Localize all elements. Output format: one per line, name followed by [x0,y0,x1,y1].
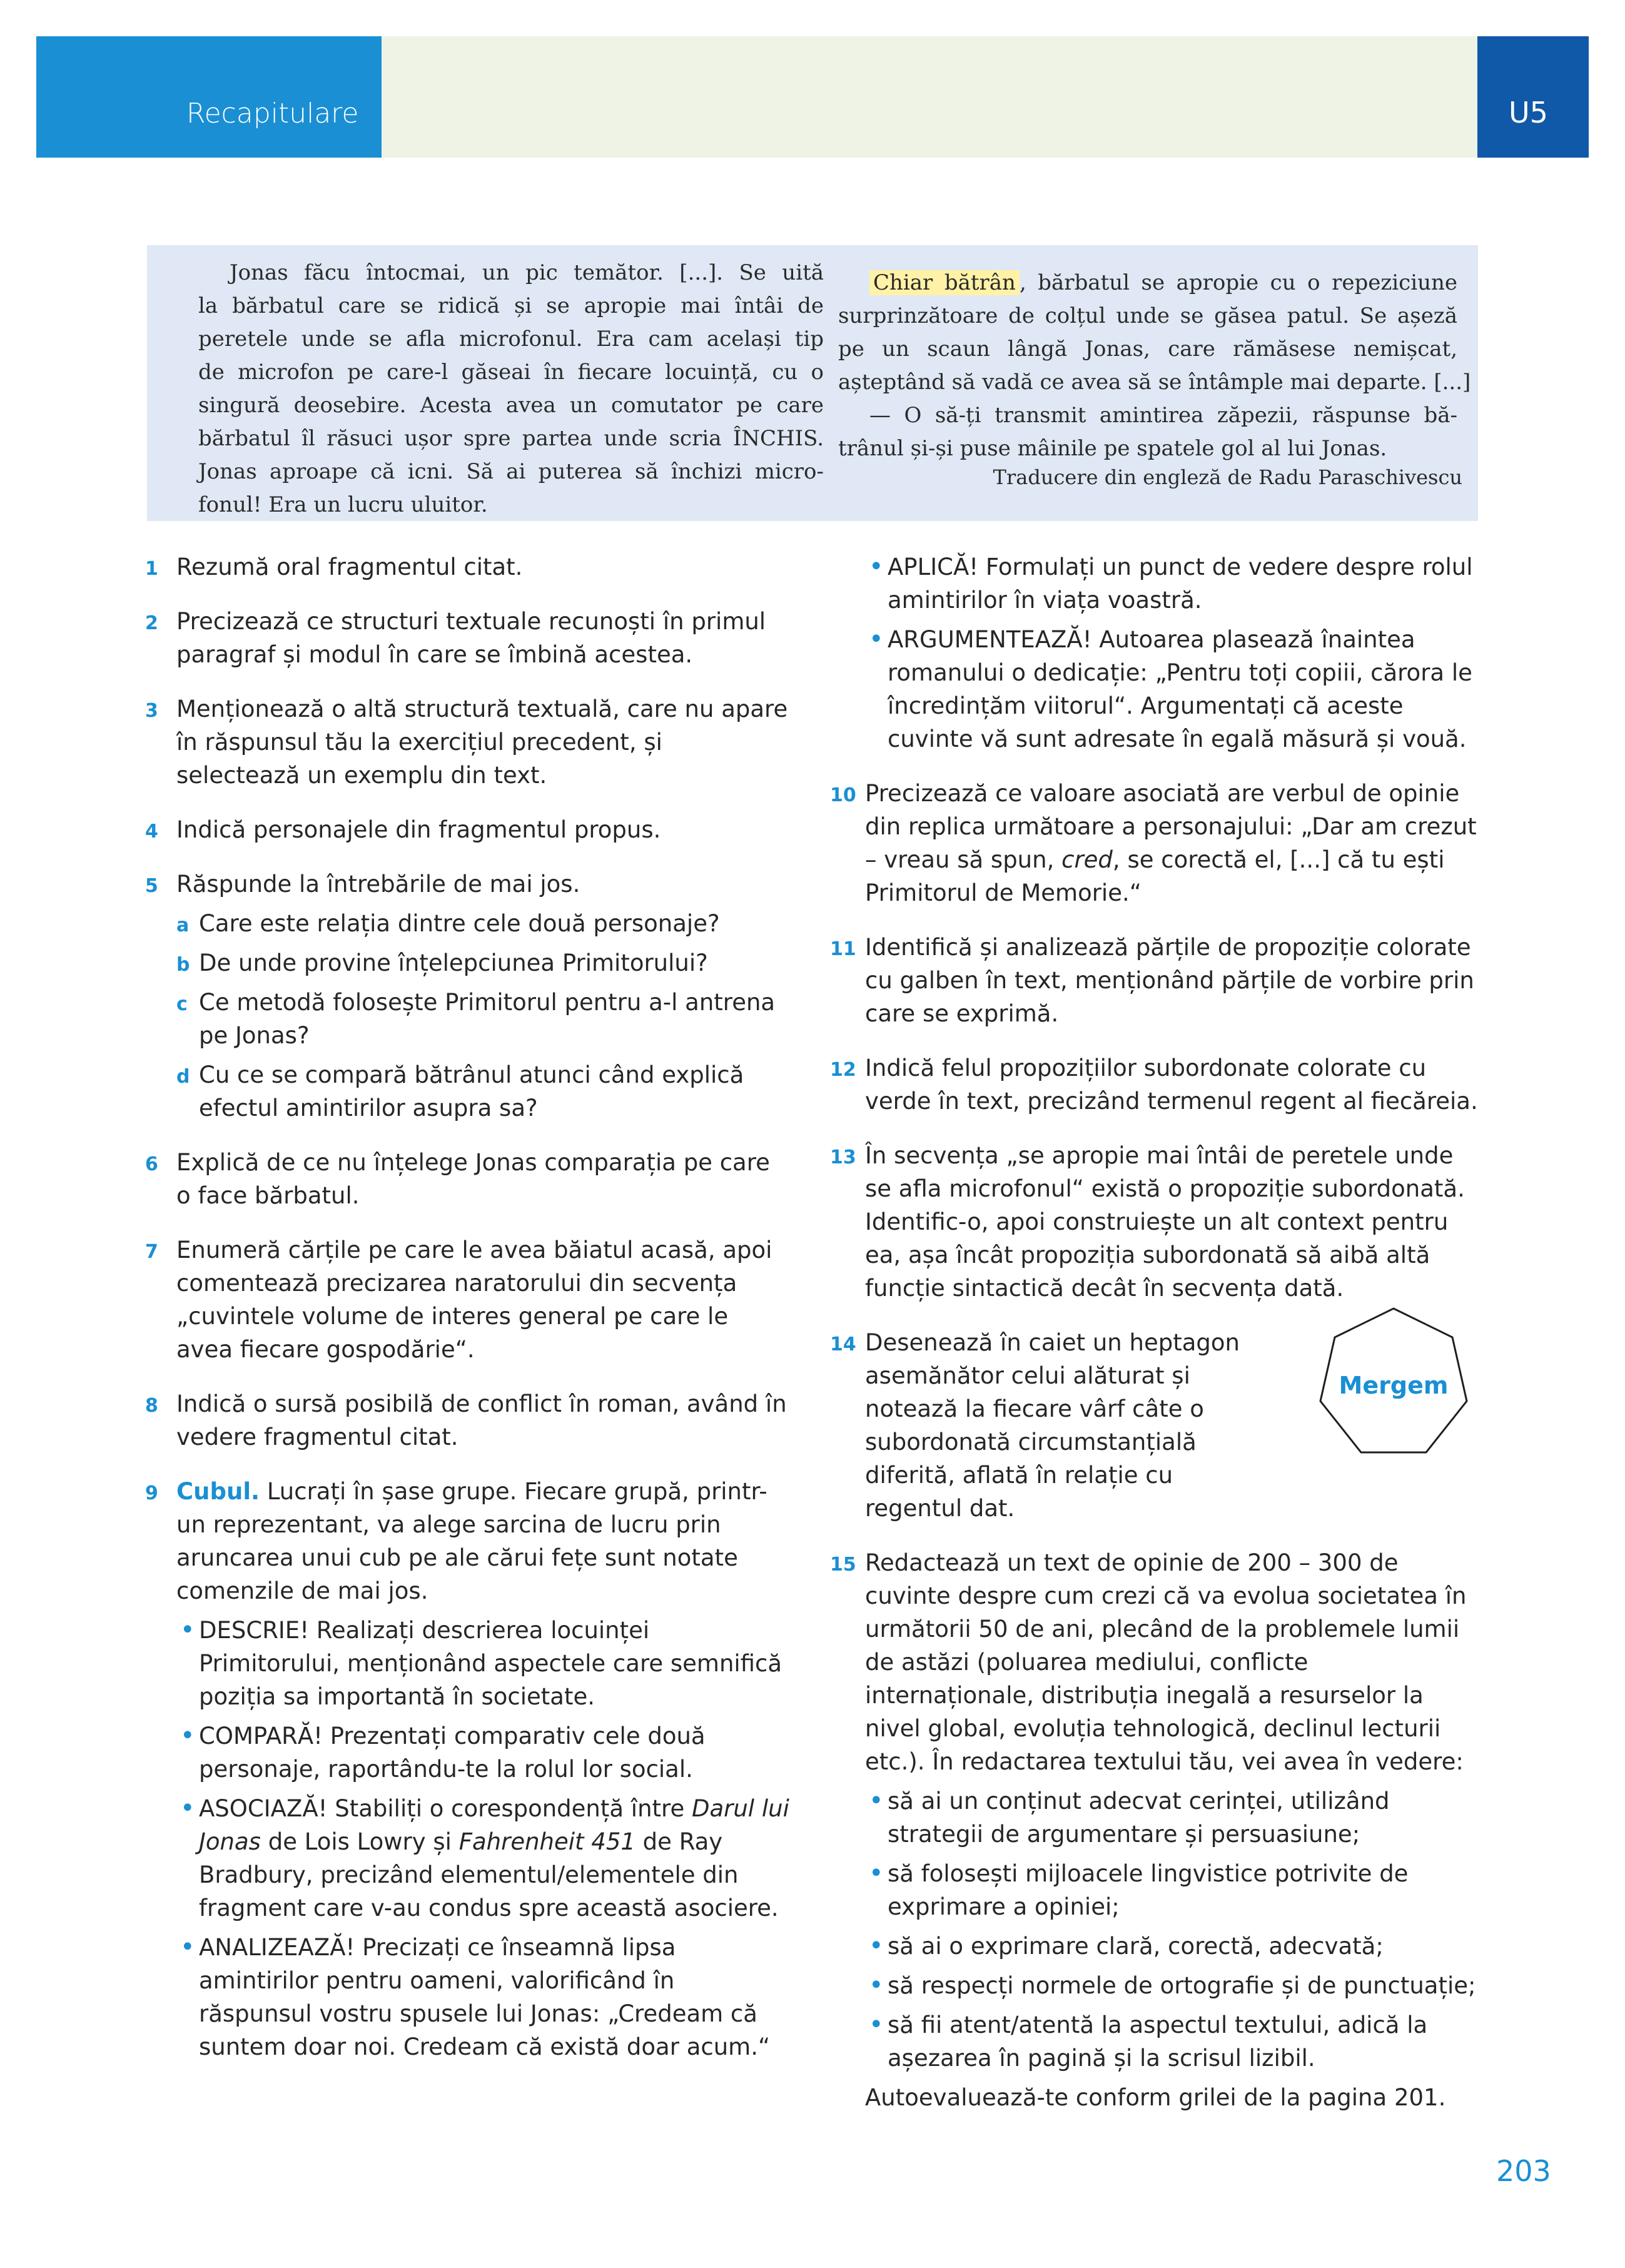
bullet-item [145,1792,789,1925]
exercise-text: În secvența „se apropie mai întâi de peretele unde se afla microfonul“ există o propoziție subordonată. Identific-o, apoi construiește un alt context pentru ea, așa încât propoziția subordonată să aibă altă funcție sintactică decât în secvența dată. [865,1142,1465,1302]
exercise-text: Explică de ce nu înțelege Jonas comparația pe care o face bărbatul. [176,1149,770,1209]
exercise-number: 6 [145,1153,158,1175]
sub-question-text: Ce metodă folosește Primitorul pentru a-l antrena pe Jonas? [199,989,776,1049]
bullet-item [834,1857,1478,1923]
bullet-item [834,623,1478,756]
exercise-number: 9 [145,1482,158,1504]
page-header [36,36,1589,158]
section-title: Recapitulare [186,98,359,129]
sub-question-letter: a [176,914,190,936]
exercise-keyword: Cubul. [176,1478,260,1505]
book-title: Darul lui Jonas [199,1795,789,1855]
highlighted-phrase: Chiar bătrân [869,270,1020,295]
bullet-dot: • [869,625,884,654]
exercise-text [176,1475,789,1607]
bullet-text-part: de Ray Bradbury, precizând elementul/elementele din fragment care v-au condus spre această asociere. [199,1828,779,1921]
bullet-text: COMPARĂ! Prezentați comparativ cele două personaje, raportându-te la rolul lor social. [199,1723,706,1783]
translation-credit: Traducere din engleză de Radu Paraschivescu [993,465,1462,489]
bullet-item [834,2008,1478,2075]
bullet-text [199,1795,789,1921]
bullet-text: să ai o exprimare clară, corectă, adecvată; [888,1933,1384,1960]
bullet-text: să respecți normele de ortografie și de punctuație; [888,1972,1476,1999]
exercise-text [865,777,1478,909]
bullet-text: să fii atent/atentă la aspectul textului, adică la așezarea în pagină și la scrisul lizibil. [888,2012,1428,2072]
sub-question-text: Cu ce se compară bătrânul atunci când explică efectul amintirilor asupra sa? [199,1061,744,1121]
exercises-right-column [830,550,1478,2135]
bullet-item [145,1931,789,2063]
bullet-item [145,1719,789,1786]
quote-line: trânul și-și puse mâinile pe spatele gol al lui Jonas. [838,436,1387,461]
unit-label: U5 [1509,96,1548,129]
exercise-item [830,777,1478,909]
exercise-text: Menționează o altă structură textuală, care nu apare în răspunsul tău la exercițiul precedent, și selectează un exemplu din text. [176,696,788,789]
exercise-text: Enumeră cărțile pe care le avea băiatul acasă, apoi comentează precizarea naratorului din secvența „cuvintele volume de interes general pe care le avea fiecare gospodărie“. [176,1237,772,1363]
sub-question-text: Care este relația dintre cele două personaje? [199,910,720,937]
exercise-text: Răspunde la întrebările de mai jos. [176,871,580,898]
exercise-number: 2 [145,612,158,634]
exercise-number: 5 [145,875,158,897]
quote-line-rest: , bărbatul se apropie cu o repeziciune [1019,270,1457,295]
exercise-text-part: Precizează ce valoare asociată are verbul de opinie din replica următoare a personajului: „Dar am crezut – vreau să spun, [865,780,1477,873]
sub-question-letter: c [176,993,188,1015]
sub-question-text: De unde provine înțelepciunea Primitorului? [199,949,708,976]
exercise-item [145,550,789,584]
quote-line: Jonas făcu întocmai, un pic temător. [...]. Se uită [230,260,824,285]
book-title: Fahrenheit 451 [458,1828,635,1855]
exercise-number: 4 [145,821,158,843]
bullet-dot: • [869,1971,884,2000]
bullet-item [834,1785,1478,1851]
quote-line: Jonas aproape că icni. Să ai puterea să închizi micro- [198,459,824,484]
exercise-number: 15 [830,1554,856,1576]
exercise-item [145,692,789,792]
exercise-item [830,1051,1478,1118]
quote-right-column [838,266,1471,465]
bullet-dot: • [869,1859,884,1888]
sub-question [145,946,789,980]
exercise-item [145,813,789,846]
bullet-text: să ai un conținut adecvat cerinței, utilizând strategii de argumentare și persuasiune; [888,1788,1390,1848]
exercise-number: 14 [830,1334,856,1355]
exercise-number: 8 [145,1395,158,1417]
heptagon-figure [1306,1301,1481,1476]
exercise-text: Indică o sursă posibilă de conflict în roman, având în vedere fragmentul citat. [176,1390,787,1450]
bullet-dot: • [180,1721,195,1750]
exercise-item [830,1326,1478,1525]
sub-question-letter: d [176,1066,190,1088]
exercise-item [145,605,789,671]
exercise-number: 3 [145,700,158,722]
bullet-item [834,1930,1478,1963]
quote-left-column [198,256,824,522]
exercise-item [830,931,1478,1030]
quote-box [147,245,1478,521]
bullet-text: să folosești mijloacele lingvistice potrivite de exprimare a opiniei; [888,1860,1409,1920]
exercise-number: 13 [830,1147,856,1168]
sub-question-letter: b [176,954,190,976]
bullet-text: DESCRIE! Realizați descrierea locuinței Primitorului, menționând aspectele care semnifică poziția sa importantă în societate. [199,1617,782,1710]
unit-tab [1477,36,1589,158]
exercise-item [145,1146,789,1212]
quote-line: peretele unde se afla microfonul. Era cam același tip [198,327,824,352]
bullet-text-part: de Lois Lowry și [260,1828,459,1855]
exercises-left-column [145,550,789,2085]
bullet-dot: • [869,1786,884,1815]
exercise-number: 12 [830,1059,856,1081]
quote-line: așteptând să vadă ce avea să se întâmple mai departe. [...] [838,370,1471,395]
exercise-text: Desenează în caiet un heptagon asemănător celui alăturat și notează la fiecare vârf câte o subordonată circumstanțială diferită, aflată în relație cu regentul dat. [865,1329,1240,1522]
bullet-dot: • [869,2010,884,2039]
bullet-dot: • [869,1931,884,1960]
exercise-text: Indică felul propozițiilor subordonate colorate cu verde în text, precizând termenul regent al fiecăreia. [865,1055,1478,1115]
bullet-text: ANALIZEAZĂ! Precizați ce înseamnă lipsa amintirilor pentru oameni, valorificând în răspunsul vostru spusele lui Jonas: „Credeam că suntem doar noi. Credeam că există doar acum.“ [199,1934,771,2060]
bullet-item [145,1614,789,1713]
exercise-item [145,1475,789,2063]
bullet-text-part: ASOCIAZĂ! Stabiliți o corespondență între [199,1795,692,1822]
quote-line: singură deosebire. Acesta avea un comutator pe care [198,393,824,418]
exercise-number: 1 [145,558,158,580]
quote-line: de microfon pe care-l găseai în fiecare locuință, cu o [198,360,824,385]
exercise-text-part: , se corectă el, [...] că tu ești Primitorul de Memorie.“ [865,846,1445,906]
bullet-dot: • [180,1616,195,1644]
self-evaluation-note: Autoevaluează-te conform grilei de la pagina 201. [865,2084,1446,2111]
bullet-dot: • [180,1933,195,1962]
quote-line: bărbatul îl răsuci ușor spre partea unde scria ÎNCHIS. [198,426,824,451]
quote-line: — O să-ți transmit amintirea zăpezii, răspunse bă- [869,403,1457,428]
exercise-text: Precizează ce structuri textuale recunoști în primul paragraf și modul în care se îmbină acestea. [176,608,766,668]
sub-question [145,907,789,940]
quote-line: fonul! Era un lucru uluitor. [198,492,488,517]
section-tab [36,36,382,158]
exercise-number: 11 [830,938,856,960]
quote-line: surprinzătoare de colțul unde se găsea patul. Se așeză [838,303,1457,328]
exercise-item [145,1387,789,1454]
sub-question [145,986,789,1052]
bullet-item [834,550,1478,617]
exercise-item [830,1546,1478,2114]
sub-question [145,1058,789,1125]
page-number: 203 [1496,2154,1551,2188]
exercise-item [145,1233,789,1366]
exercise-text-rest: Lucrați în șase grupe. Fiecare grupă, printr-un reprezentant, va alege sarcina de lucru prin aruncarea unui cub pe ale cărui fețe sunt notate comenzile de mai jos. [176,1478,767,1604]
heptagon-label: Mergem [1339,1372,1449,1399]
italic-word: cred [1061,846,1113,873]
exercise-item [145,868,789,1125]
exercise-text: Identifică și analizează părțile de propoziție colorate cu galben în text, menționând părțile de vorbire prin care se exprimă. [865,934,1474,1027]
exercise-text: Rezumă oral fragmentul citat. [176,554,523,580]
quote-line: la bărbatul care se ridică și se apropie mai întâi de [198,293,824,318]
exercise-text: Indică personajele din fragmentul propus. [176,816,661,843]
bullet-text: ARGUMENTEAZĂ! Autoarea plasează înaintea romanului o dedicație: „Pentru toți copiii, cărora le încredințăm viitorul“. Argumentați că aceste cuvinte vă sunt adresate în egală măsură și vouă. [888,626,1472,752]
exercise-number: 10 [830,784,856,806]
exercise-item [830,1139,1478,1305]
bullet-dot: • [869,552,884,581]
exercise-text: Redactează un text de opinie de 200 – 300 de cuvinte despre cum crezi că va evolua societatea în următorii 50 de ani, plecând de la problemele lumii de astăzi (poluarea mediului, conflicte internaționale, distribuția inegală a resurselor la nivel global, evoluția tehnologică, declinul lecturii etc.). În redactarea textului tău, vei avea în vedere: [865,1549,1467,1775]
quote-line [838,266,1457,300]
quote-line: pe un scaun lângă Jonas, care rămăsese nemișcat, [838,337,1457,362]
bullet-text: APLICĂ! Formulați un punct de vedere despre rolul amintirilor în viața voastră. [888,554,1473,614]
exercise-number: 7 [145,1241,158,1263]
bullet-dot: • [180,1794,195,1823]
bullet-item [834,1969,1478,2002]
